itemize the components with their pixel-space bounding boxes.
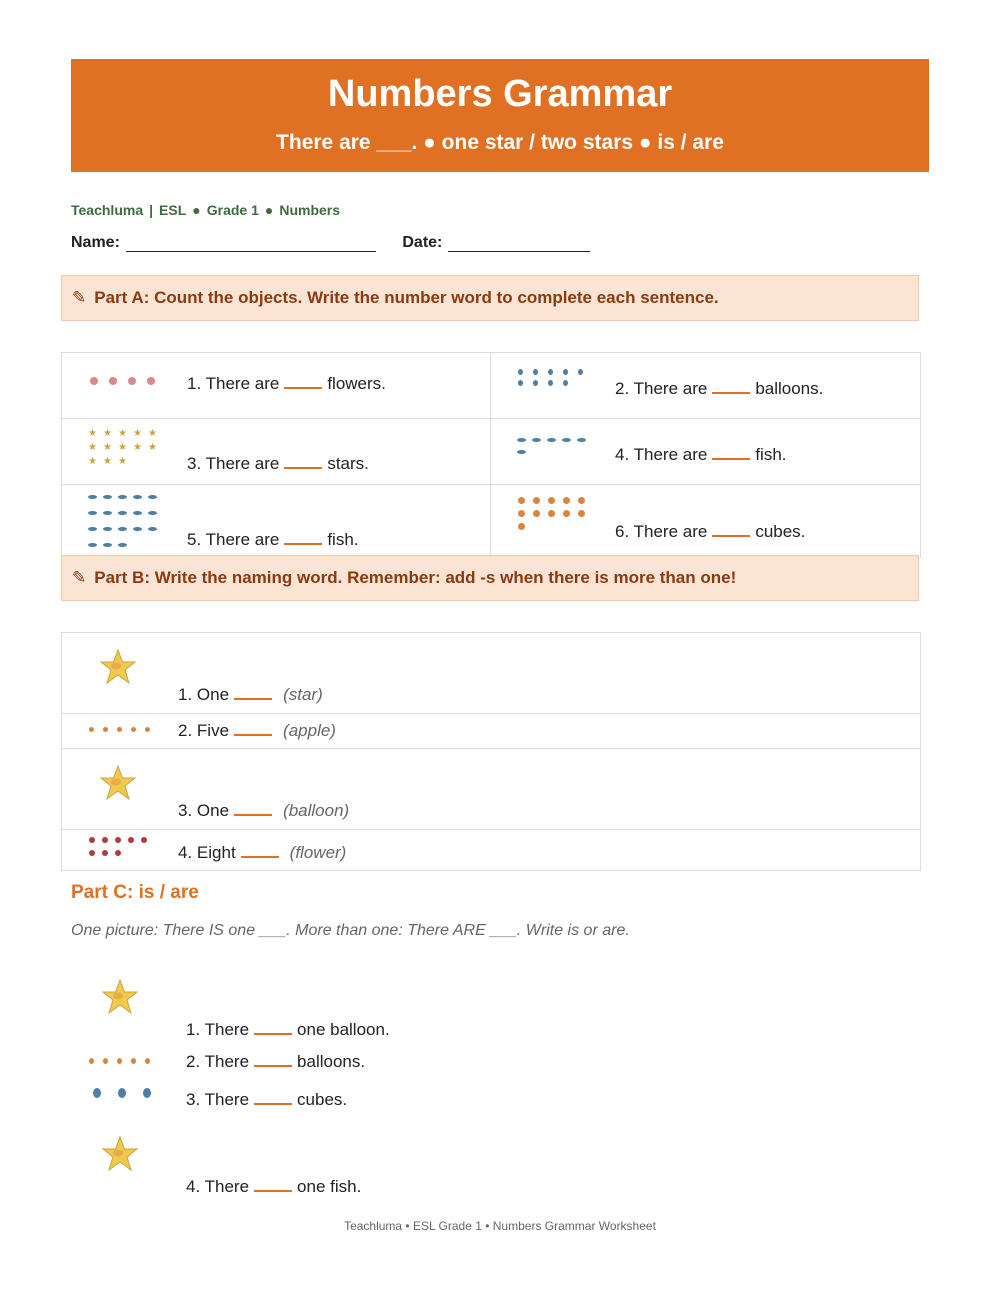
grid-cell — [62, 485, 491, 557]
balloon-icon — [563, 369, 568, 375]
star-icon: ★ — [88, 442, 97, 453]
answer-blank[interactable] — [712, 521, 750, 537]
apple-icon — [145, 727, 150, 732]
cube-icon — [578, 497, 585, 504]
fish-icon — [547, 438, 556, 442]
cube-icon — [118, 1088, 126, 1098]
fish-icon — [148, 495, 157, 499]
meta-line: Teachluma | ESL ● Grade 1 ● Numbers — [71, 202, 341, 218]
cube-icon — [143, 1088, 151, 1098]
table-row — [62, 353, 920, 419]
date-label: Date: — [402, 234, 443, 251]
flower-icon — [89, 850, 95, 856]
answer-blank[interactable] — [712, 378, 750, 394]
star-icon: ★ — [148, 442, 157, 453]
footer: Teachluma • ESL Grade 1 • Numbers Grammar Worksheet — [344, 1219, 656, 1233]
name-label: Name: — [71, 234, 120, 251]
apple-icon — [89, 727, 94, 732]
apple-icon — [117, 727, 122, 732]
flower-icon — [147, 377, 155, 385]
star-icon: ★ — [118, 428, 127, 439]
flower-dots — [89, 837, 147, 856]
star-icon — [102, 1136, 138, 1172]
grid-cell — [62, 353, 491, 418]
balloon-icon — [145, 1058, 150, 1064]
flower-icon — [115, 850, 121, 856]
cube-icon — [533, 497, 540, 504]
cube-icon — [93, 1088, 101, 1098]
name-field[interactable] — [126, 235, 376, 252]
answer-blank[interactable] — [284, 373, 322, 389]
flower-icon — [141, 837, 147, 843]
answer-blank[interactable] — [284, 453, 322, 469]
cube-icon — [518, 523, 525, 530]
answer-blank[interactable] — [254, 1089, 292, 1105]
part-c-instruction: One picture: There IS one ___. More than one: There ARE ___. Write is or are. — [71, 922, 630, 939]
fish-icon — [133, 495, 142, 499]
part-b-item-2: 2. Five (apple) — [178, 721, 336, 740]
list-item — [62, 714, 920, 749]
grade: Grade 1 — [206, 202, 259, 218]
flower-icon — [102, 850, 108, 856]
star-icon: ★ — [133, 442, 142, 453]
part-c-item-1: 1. There one balloon. — [186, 1020, 390, 1039]
title-banner — [71, 59, 929, 172]
fish-icon — [118, 527, 127, 531]
answer-blank[interactable] — [254, 1176, 292, 1192]
star-icon — [102, 979, 138, 1015]
fish-icon — [88, 527, 97, 531]
fish-icon — [103, 495, 112, 499]
cube-icon — [563, 510, 570, 517]
star-icon: ★ — [118, 442, 127, 453]
answer-blank[interactable] — [254, 1019, 292, 1035]
fish-icon — [103, 543, 112, 547]
table-row — [62, 485, 920, 557]
balloon-icon — [533, 380, 538, 386]
fish-icon — [88, 495, 97, 499]
grid-cell — [491, 353, 920, 418]
date-field[interactable] — [448, 235, 590, 252]
fish-icon — [517, 438, 526, 442]
balloon-dots — [518, 369, 586, 386]
star-icon: ★ — [103, 456, 112, 467]
cube-icon — [548, 510, 555, 517]
fish-icon — [118, 511, 127, 515]
fish-icon — [577, 438, 586, 442]
fish-icon — [118, 495, 127, 499]
answer-blank[interactable] — [284, 529, 322, 545]
star-icon: ★ — [88, 456, 97, 467]
fish-icon — [133, 511, 142, 515]
page-subtitle: There are ___. ● one star / two stars ● is / are — [276, 131, 724, 154]
fish-icon — [118, 543, 127, 547]
flower-icon — [115, 837, 121, 843]
balloon-icon — [89, 1058, 94, 1064]
part-b-instruction: ✎ Part B: Write the naming word. Remember: add -s when there is more than one! — [61, 555, 919, 601]
table-row — [62, 419, 920, 485]
list-item — [62, 749, 920, 830]
fish-icon — [532, 438, 541, 442]
star-icon: ★ — [103, 442, 112, 453]
star-icon — [100, 765, 136, 801]
grid-cell — [491, 485, 920, 557]
flower-icon — [128, 377, 136, 385]
flower-icon — [128, 837, 134, 843]
part-a-item-6: 6. There are cubes. — [615, 522, 806, 541]
part-b-item-3: 3. One (balloon) — [178, 801, 350, 820]
flower-icon — [90, 377, 98, 385]
balloon-icon — [533, 369, 538, 375]
fish-icon — [88, 511, 97, 515]
star-icon: ★ — [133, 428, 142, 439]
answer-blank[interactable] — [234, 800, 272, 816]
part-a-item-3: 3. There are stars. — [187, 454, 369, 473]
part-b-list — [61, 632, 921, 871]
apple-icon — [131, 727, 136, 732]
name-date-row — [71, 234, 590, 252]
cube-icon — [563, 497, 570, 504]
pencil-icon: ✎ — [72, 288, 87, 307]
answer-blank[interactable] — [234, 720, 272, 736]
fish-dots — [517, 436, 586, 454]
balloon-icon — [131, 1058, 136, 1064]
topic: Numbers — [279, 202, 341, 218]
fish-dots — [88, 493, 157, 547]
part-c-item-4: 4. There one fish. — [186, 1177, 362, 1196]
fish-icon — [103, 511, 112, 515]
fish-icon — [88, 543, 97, 547]
answer-blank[interactable] — [712, 444, 750, 460]
part-b-item-4: 4. Eight (flower) — [178, 843, 347, 862]
answer-blank[interactable] — [241, 842, 279, 858]
flower-dots — [90, 377, 159, 385]
star-icon: ★ — [103, 428, 112, 439]
part-c-item-3: 3. There cubes. — [186, 1090, 348, 1109]
part-a-item-2: 2. There are balloons. — [615, 379, 824, 398]
balloon-icon — [548, 380, 553, 386]
part-a-item-4: 4. There are fish. — [615, 445, 787, 464]
part-c-item-2: 2. There balloons. — [186, 1052, 366, 1071]
cube-icon — [518, 510, 525, 517]
brand: Teachluma — [71, 202, 144, 218]
balloon-icon — [117, 1058, 122, 1064]
cube-icon — [533, 510, 540, 517]
fish-icon — [148, 511, 157, 515]
list-item — [62, 633, 920, 714]
answer-blank[interactable] — [254, 1051, 292, 1067]
balloon-icon — [518, 369, 523, 375]
part-b-item-1: 1. One (star) — [178, 685, 323, 704]
part-a-grid — [61, 352, 921, 558]
balloon-icon — [563, 380, 568, 386]
pencil-icon: ✎ — [72, 568, 87, 587]
fish-icon — [133, 527, 142, 531]
part-a-instruction: ✎ Part A: Count the objects. Write the number word to complete each sentence. — [61, 275, 919, 321]
star-dots — [88, 429, 156, 467]
list-item — [62, 830, 920, 870]
cube-dots — [518, 497, 585, 530]
apple-dots — [89, 727, 150, 732]
part-c-title: Part C: is / are — [71, 882, 199, 903]
grid-cell — [62, 419, 491, 484]
balloon-icon — [103, 1058, 108, 1064]
star-icon: ★ — [148, 428, 157, 439]
grid-cell — [491, 419, 920, 484]
apple-icon — [103, 727, 108, 732]
balloon-dots — [89, 1058, 150, 1064]
answer-blank[interactable] — [234, 684, 272, 700]
fish-icon — [148, 527, 157, 531]
balloon-icon — [578, 369, 583, 375]
fish-icon — [517, 450, 526, 454]
star-icon: ★ — [88, 428, 97, 439]
fish-icon — [562, 438, 571, 442]
flower-icon — [102, 837, 108, 843]
cube-icon — [518, 497, 525, 504]
cube-icon — [578, 510, 585, 517]
cube-dots — [93, 1088, 151, 1098]
star-icon — [100, 649, 136, 685]
balloon-icon — [518, 380, 523, 386]
part-a-item-1: 1. There are flowers. — [187, 374, 386, 393]
part-a-item-5: 5. There are fish. — [187, 530, 359, 549]
balloon-icon — [548, 369, 553, 375]
flower-icon — [109, 377, 117, 385]
fish-icon — [103, 527, 112, 531]
star-icon: ★ — [118, 456, 127, 467]
subject: ESL — [159, 202, 187, 218]
cube-icon — [548, 497, 555, 504]
flower-icon — [89, 837, 95, 843]
page-title: Numbers Grammar — [327, 73, 673, 115]
